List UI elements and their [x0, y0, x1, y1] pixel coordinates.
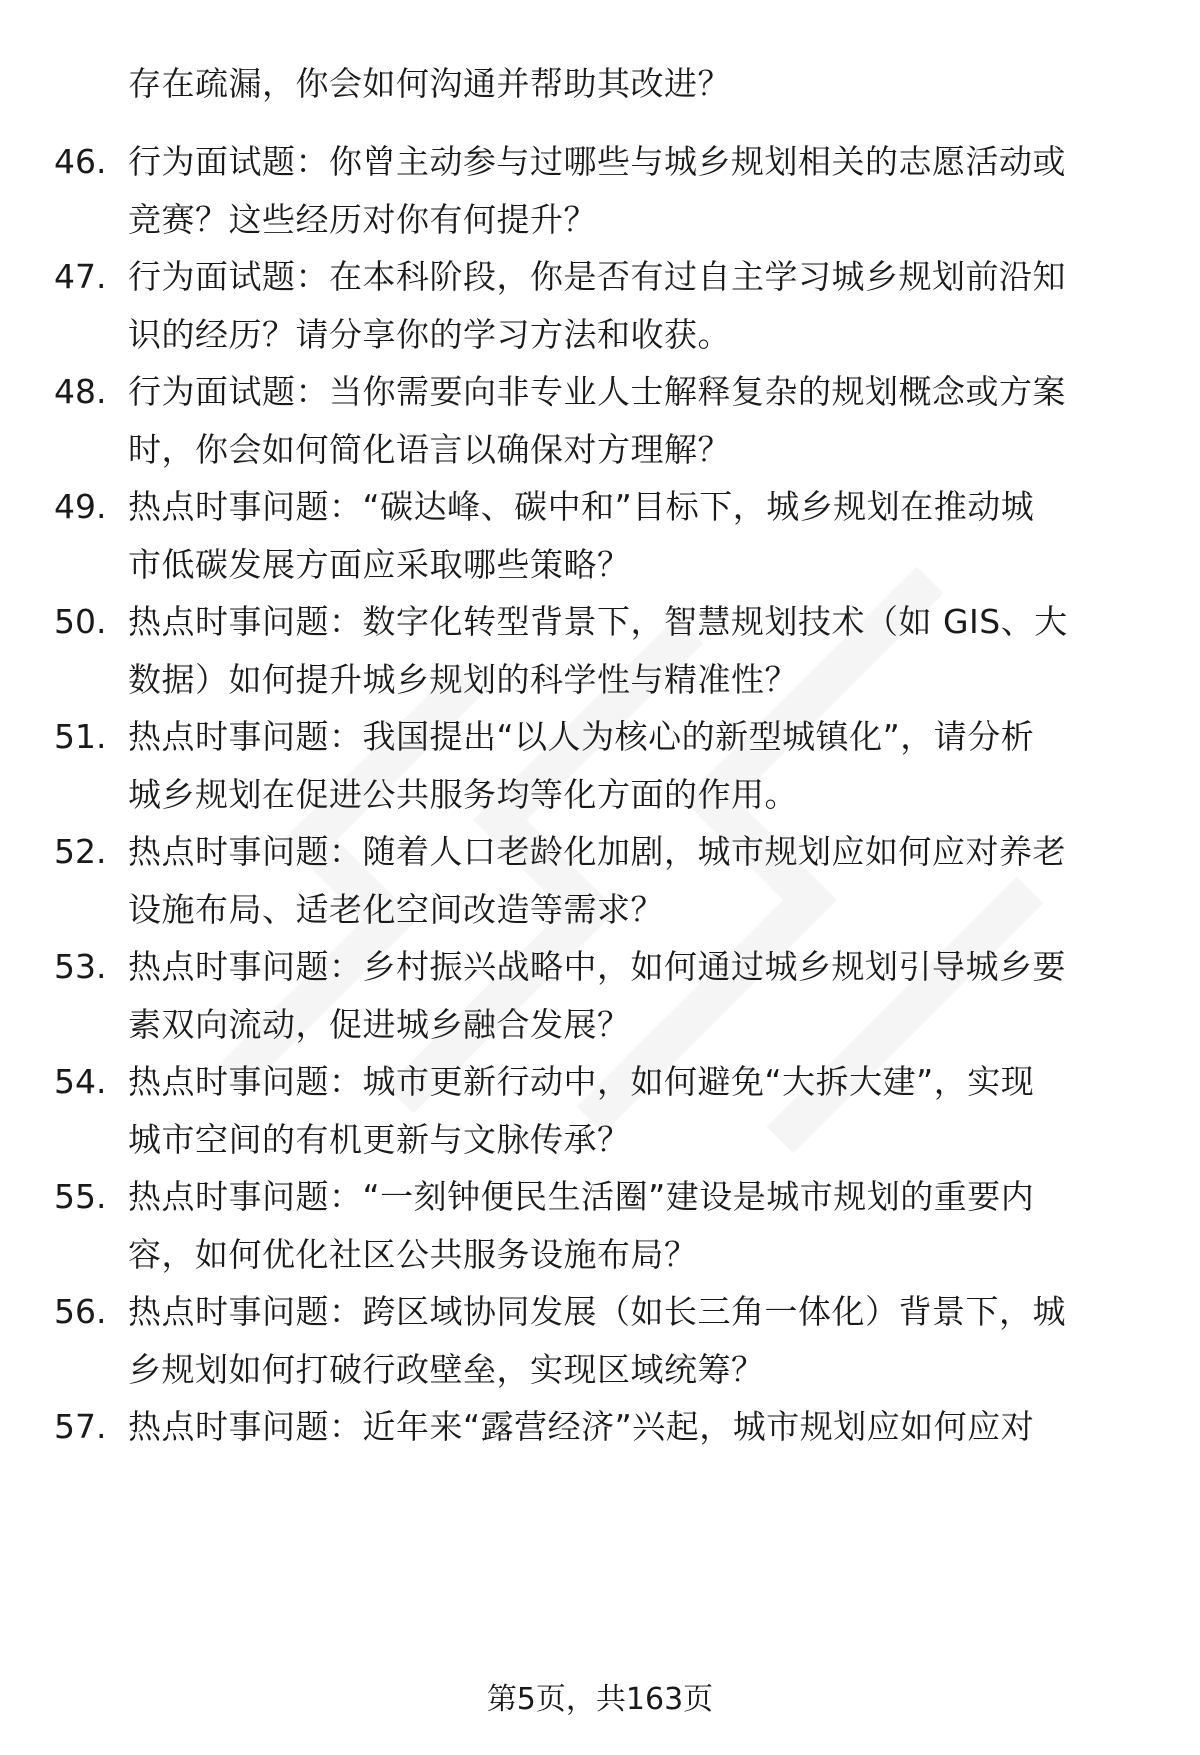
- question-text-line-1: 热点时事问题：乡村振兴战略中，如何通过城乡规划引导城乡要: [128, 947, 1066, 986]
- question-text-line-2: 设施布局、适老化空间改造等需求？: [128, 890, 664, 929]
- question-text-line-2: 容，如何优化社区公共服务设施布局？: [128, 1235, 698, 1274]
- question-text-line-1: 热点时事问题：“一刻钟便民生活圈”建设是城市规划的重要内: [128, 1177, 1035, 1216]
- question-text-line-1: 行为面试题：在本科阶段，你是否有过自主学习城乡规划前沿知: [128, 257, 1066, 296]
- question-text-line-1: 热点时事问题：城市更新行动中，如何避免“大拆大建”，实现: [128, 1062, 1035, 1101]
- page-footer: 第5页，共163页: [486, 1682, 714, 1717]
- question-57: [0, 1401, 1200, 1461]
- question-53: [0, 941, 1200, 1071]
- question-52: [0, 826, 1200, 956]
- question-text-line-2: 城市空间的有机更新与文脉传承？: [128, 1120, 631, 1159]
- question-number: 47.: [54, 257, 107, 296]
- question-55: [0, 1171, 1200, 1301]
- question-50: [0, 596, 1200, 726]
- question-text-line-1: 热点时事问题：随着人口老龄化加剧，城市规划应如何应对养老: [128, 832, 1066, 871]
- question-text-line-2: 竞赛？这些经历对你有何提升？: [128, 200, 597, 239]
- question-text-line-2: 市低碳发展方面应采取哪些策略？: [128, 545, 631, 584]
- question-number: 49.: [54, 487, 107, 526]
- question-47: [0, 251, 1200, 381]
- question-text-line-1: 热点时事问题：我国提出“以人为核心的新型城镇化”，请分析: [128, 717, 1035, 756]
- question-56: [0, 1286, 1200, 1416]
- question-51: [0, 711, 1200, 841]
- question-text-line-2: 时，你会如何简化语言以确保对方理解？: [128, 430, 731, 469]
- question-text-line-2: 识的经历？请分享你的学习方法和收获。: [128, 315, 731, 354]
- question-48: [0, 366, 1200, 496]
- question-text-line-1: 热点时事问题：近年来“露营经济”兴起，城市规划应如何应对: [128, 1407, 1035, 1446]
- question-text-line-2: 素双向流动，促进城乡融合发展？: [128, 1005, 631, 1044]
- question-number: 56.: [54, 1292, 107, 1331]
- question-text-line-2: 乡规划如何打破行政壁垒，实现区域统筹？: [128, 1350, 765, 1389]
- question-text-line-2: 城乡规划在促进公共服务均等化方面的作用。: [128, 775, 798, 814]
- question-number: 57.: [54, 1407, 107, 1446]
- question-text-line-1: 热点时事问题：数字化转型背景下，智慧规划技术（如 GIS、大: [128, 602, 1068, 641]
- question-number: 55.: [54, 1177, 107, 1216]
- question-text-line-1: 行为面试题：当你需要向非专业人士解释复杂的规划概念或方案: [128, 372, 1066, 411]
- question-number: 50.: [54, 602, 107, 641]
- question-text-line-2: 数据）如何提升城乡规划的科学性与精准性？: [128, 660, 798, 699]
- continuation-text: 存在疏漏，你会如何沟通并帮助其改进？: [128, 64, 731, 103]
- question-46: [0, 136, 1200, 266]
- question-text-line-1: 热点时事问题：“碳达峰、碳中和”目标下，城乡规划在推动城: [128, 487, 1035, 526]
- question-number: 46.: [54, 142, 107, 181]
- question-number: 48.: [54, 372, 107, 411]
- question-49: [0, 481, 1200, 611]
- question-number: 52.: [54, 832, 107, 871]
- question-text-line-1: 热点时事问题：跨区域协同发展（如长三角一体化）背景下，城: [128, 1292, 1066, 1331]
- question-number: 53.: [54, 947, 107, 986]
- question-54: [0, 1056, 1200, 1186]
- question-number: 51.: [54, 717, 107, 756]
- question-number: 54.: [54, 1062, 107, 1101]
- question-text-line-1: 行为面试题：你曾主动参与过哪些与城乡规划相关的志愿活动或: [128, 142, 1066, 181]
